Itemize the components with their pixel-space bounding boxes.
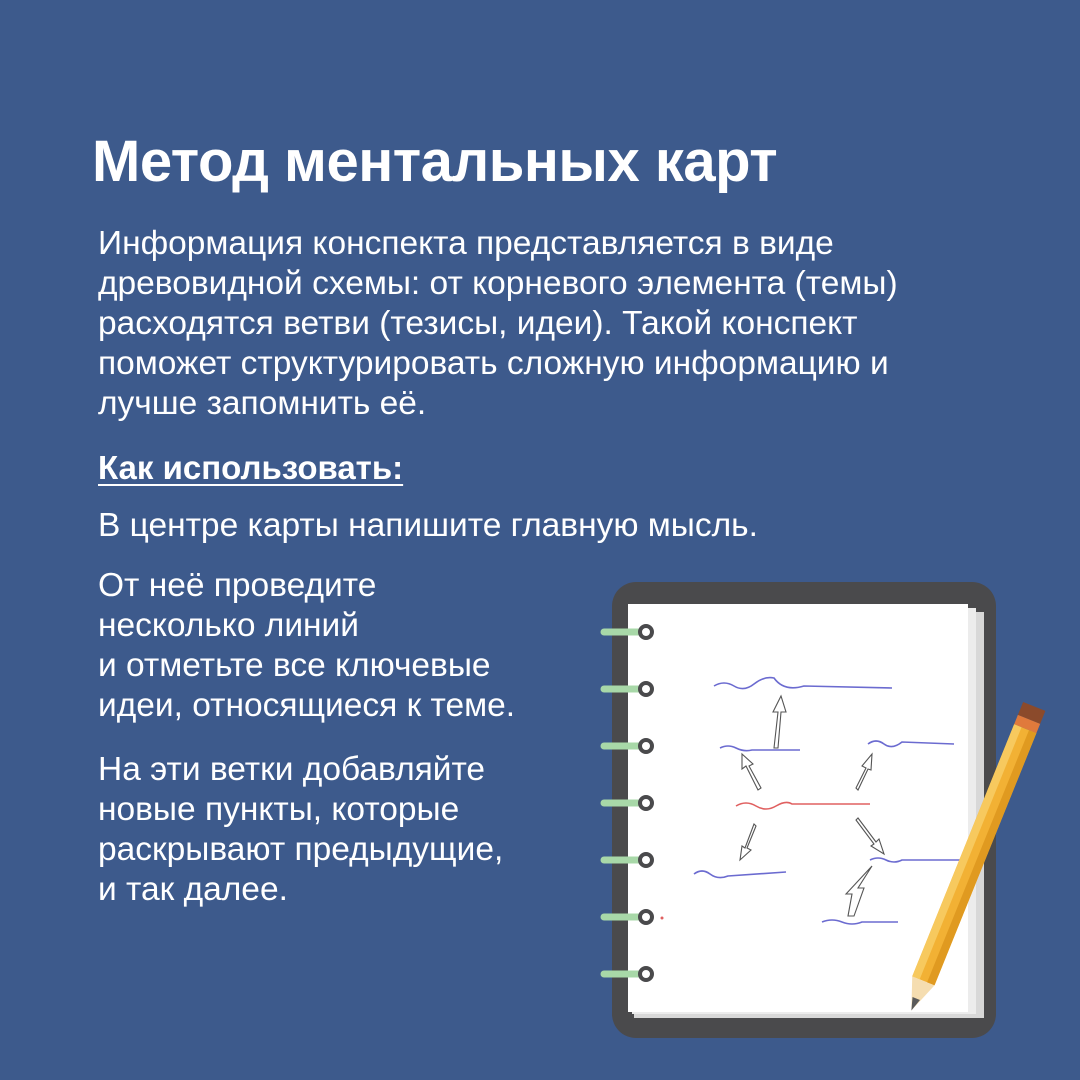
step-3-text	[98, 750, 598, 910]
step-3-line-3: раскрывают предыдущие,	[98, 831, 504, 868]
step-1-line-1: В центре карты напишите главную мысль.	[98, 507, 758, 544]
step-3-line-4: и так далее.	[98, 871, 288, 908]
step-2-line-4: идеи, относящиеся к теме.	[98, 687, 516, 724]
step-2-line-1: От неё проведите	[98, 567, 377, 604]
step-3-line-2: новые пункты, которые	[98, 791, 460, 828]
step-2-line-3: и отметьте все ключевые	[98, 647, 491, 684]
step-1-text	[98, 506, 758, 546]
mind-map-notebook-icon	[590, 570, 1070, 1060]
how-to-heading: Как использовать:	[98, 449, 404, 486]
page-title: Метод ментальных карт	[92, 129, 778, 194]
step-3-line-1: На эти ветки добавляйте	[98, 751, 486, 788]
intro-paragraph: Информация конспекта представляется в виде древовидной схемы: от корневого элемента (темы) расходятся ветви (тезисы, идеи). Такой конспект поможет структурировать сложную информацию и лучше запомнить её.	[98, 225, 898, 422]
step-2-text	[98, 566, 598, 726]
step-2-line-2: несколько линий	[98, 607, 359, 644]
